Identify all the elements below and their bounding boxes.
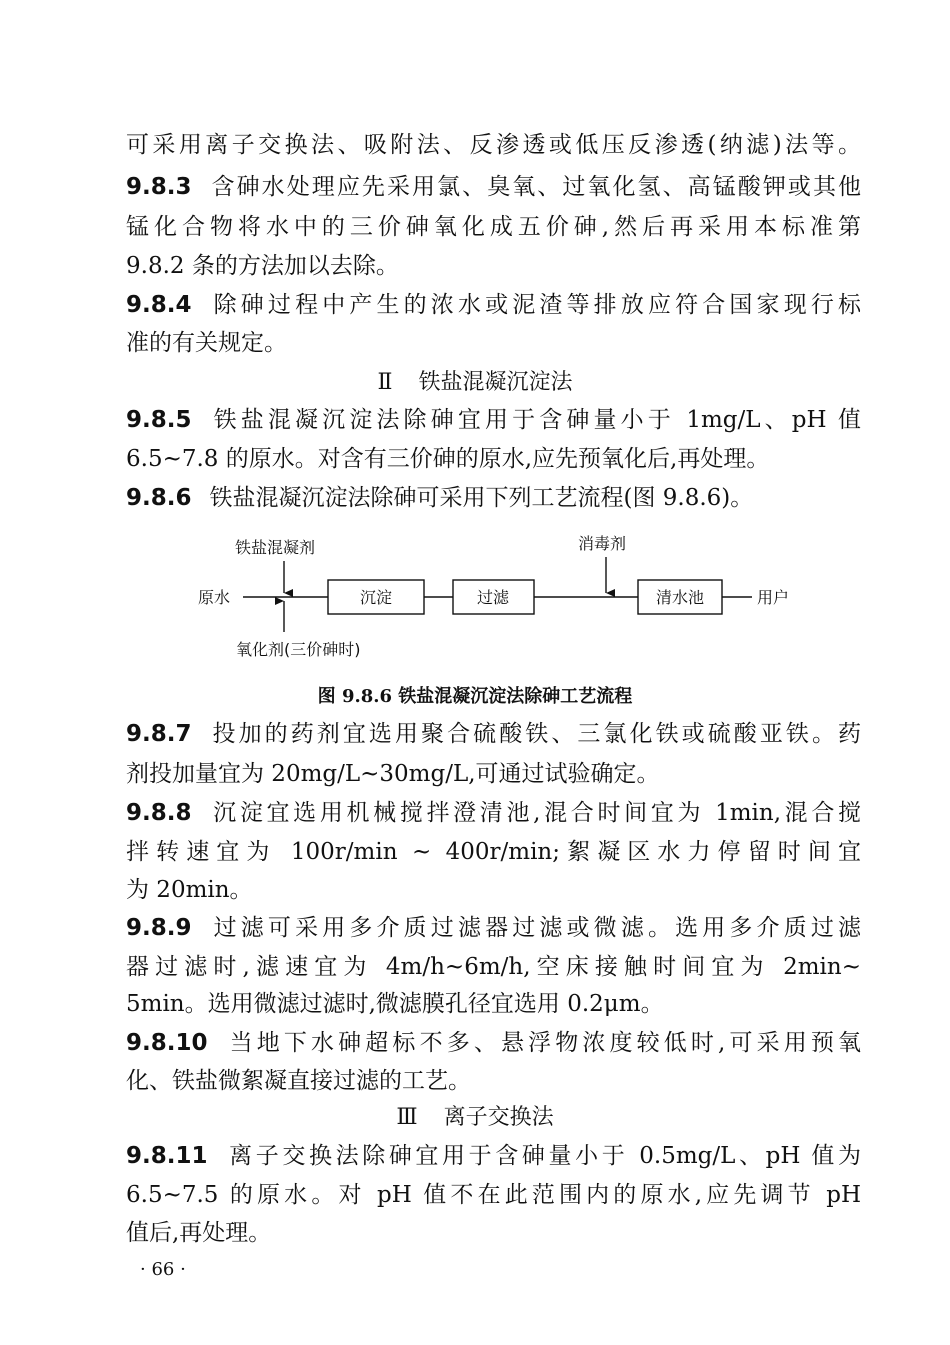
clause-number: 9.8.6	[126, 485, 192, 511]
figure-caption: 图 9.8.6 铁盐混凝沉淀法除砷工艺流程	[317, 686, 633, 707]
paragraph-line: 5min。选用微滤过滤时,微滤膜孔径宜选用 0.2μm。	[126, 991, 664, 1017]
paragraph-line: 可采用离子交换法、吸附法、反渗透或低压反渗透(纳滤)法等。	[126, 132, 861, 158]
process-flow-diagram	[0, 525, 950, 675]
filtration-label: 过滤	[476, 588, 510, 607]
clause-9-8-6: 9.8.6 铁盐混凝沉淀法除砷可采用下列工艺流程(图 9.8.6)。	[126, 485, 754, 511]
paragraph-line: 化、铁盐微絮凝直接过滤的工艺。	[126, 1068, 471, 1094]
paragraph-line: 拌转速宜为 100r/min ~ 400r/min;絮凝区水力停留时间宜	[126, 839, 861, 865]
clause-9-8-3: 9.8.3 含砷水处理应先采用氯、臭氧、过氧化氢、高锰酸钾或其他	[126, 174, 861, 200]
sedimentation-label: 沉淀	[359, 588, 393, 607]
clause-9-8-5: 9.8.5 铁盐混凝沉淀法除砷宜用于含砷量小于 1mg/L、pH 值	[126, 407, 861, 433]
clause-number: 9.8.8	[126, 800, 192, 826]
paragraph-line: 为 20min。	[126, 877, 253, 903]
clause-number: 9.8.10	[126, 1030, 208, 1056]
paragraph-line: 锰化合物将水中的三价砷氧化成五价砷,然后再采用本标准第	[126, 214, 861, 240]
clause-9-8-10: 9.8.10 当地下水砷超标不多、悬浮物浓度较低时,可采用预氧	[126, 1030, 861, 1056]
clause-number: 9.8.5	[126, 407, 192, 433]
section-heading: Ⅱ 铁盐混凝沉淀法	[377, 370, 573, 395]
coagulant-label: 铁盐混凝剂	[235, 538, 316, 557]
clause-number: 9.8.7	[126, 721, 192, 747]
paragraph-line: 剂投加量宜为 20mg/L~30mg/L,可通过试验确定。	[126, 761, 660, 787]
clear-tank-label: 清水池	[655, 588, 705, 607]
user-label: 用户	[757, 588, 790, 607]
clause-9-8-8: 9.8.8 沉淀宜选用机械搅拌澄清池,混合时间宜为 1min,混合搅	[126, 800, 861, 826]
raw-water-label: 原水	[198, 588, 231, 607]
clause-number: 9.8.4	[126, 292, 192, 318]
page-number: · 66 ·	[140, 1259, 186, 1280]
clause-number: 9.8.3	[126, 174, 192, 200]
clause-9-8-9: 9.8.9 过滤可采用多介质过滤器过滤或微滤。选用多介质过滤	[126, 915, 861, 941]
clause-9-8-11: 9.8.11 离子交换法除砷宜用于含砷量小于 0.5mg/L、pH 值为	[126, 1143, 861, 1169]
paragraph-line: 6.5~7.8 的原水。对含有三价砷的原水,应先预氧化后,再处理。	[126, 446, 770, 472]
paragraph-line: 值后,再处理。	[126, 1220, 272, 1246]
paragraph-line: 6.5~7.5 的原水。对 pH 值不在此范围内的原水,应先调节 pH	[126, 1182, 861, 1208]
section-heading: Ⅲ 离子交换法	[396, 1105, 554, 1130]
paragraph-line: 准的有关规定。	[126, 330, 287, 356]
paragraph-line: 器过滤时,滤速宜为 4m/h~6m/h,空床接触时间宜为 2min~	[126, 954, 861, 980]
clause-number: 9.8.9	[126, 915, 192, 941]
clause-number: 9.8.11	[126, 1143, 208, 1169]
paragraph-line: 9.8.2 条的方法加以去除。	[126, 253, 399, 279]
oxidant-label: 氧化剂(三价砷时)	[236, 640, 361, 659]
clause-9-8-4: 9.8.4 除砷过程中产生的浓水或泥渣等排放应符合国家现行标	[126, 292, 861, 318]
disinfectant-label: 消毒剂	[578, 534, 627, 553]
clause-9-8-7: 9.8.7 投加的药剂宜选用聚合硫酸铁、三氯化铁或硫酸亚铁。药	[126, 721, 861, 747]
